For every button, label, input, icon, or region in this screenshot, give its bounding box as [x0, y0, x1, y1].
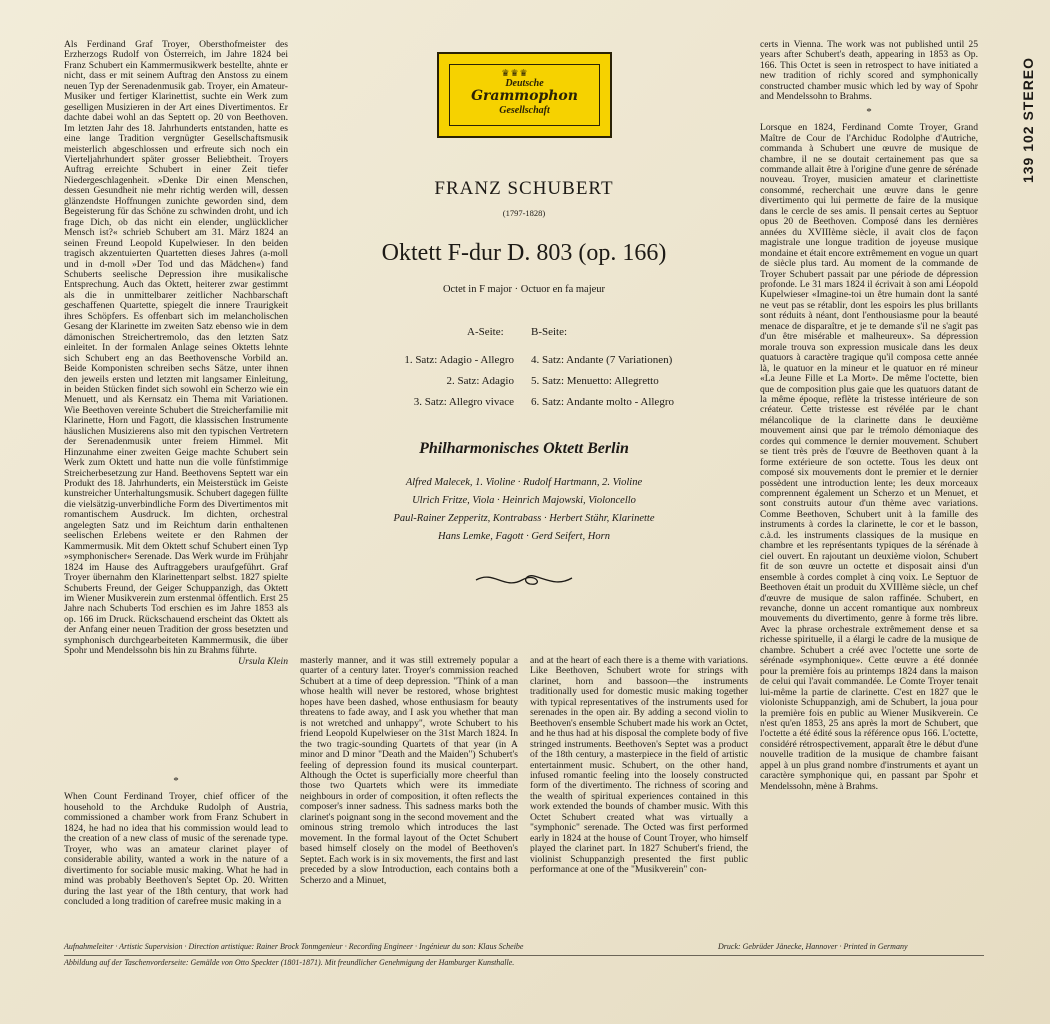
- catalog-number-text: 139 102 STEREO: [1020, 56, 1036, 184]
- side-a-label: A-Seite:: [467, 326, 504, 338]
- member-row: Paul-Rainer Zepperitz, Kontrabass · Herbert Stähr, Klarinette: [393, 513, 655, 524]
- section-star: *: [173, 775, 179, 787]
- member-row: Hans Lemke, Fagott · Gerd Seifert, Horn: [438, 531, 610, 542]
- work-subtitle: Octet in F major · Octuor en fa majeur: [442, 284, 606, 295]
- notes-english-4-text: certs in Vienna. The work was not published until 25 years after Schubert's death, appearing in 1853 as Op. 166. This Octet is seen in retrospect to have initiated a new tradition of richly scored and symphonically constructed chamber music which led by way of Spohr and Mendelssohn to Brahms.: [760, 40, 978, 103]
- footer-divider: [64, 955, 984, 956]
- notes-english-3-text: and at the heart of each there is a theme with variations. Like Beethoven, Schubert wrote for strings with clarinet, horn and bassoon—the instruments traditionally used for domestic music making together with typical representatives of the instruments used for serenades in the open air. By adding a second violin to Beethoven's ensemble Schubert made his work an Octet, and he thus had at his disposal the complete body of five stringed instruments. Beethoven's Septet was a product of the 18th century, a masterpiece in the field of artistic entertainment music. Schubert, on the other hand, infused romantic feeling into the loosely constructed form of the divertimento. The richness of scoring and the wealth of spiritual experiences contained in this work extended the bounds of chamber music. With this Octet Schubert created what was virtually a "symphonic" serenade. The Octed was first performed early in 1824 at the house of Count Troyer, who himself played the clarinet part. In 1827 Schubert's friend, the violinist Schuppanzigh presented the first public performance at one of the "Musikverein" con-: [530, 656, 748, 876]
- notes-english-1: [64, 772, 288, 942]
- work-title: Oktett F-dur D. 803 (op. 166): [381, 240, 667, 266]
- notes-english-french: [760, 40, 978, 945]
- member-row: Ulrich Fritze, Viola · Heinrich Majowski, Violoncello: [412, 495, 636, 506]
- credit-cover-image: Abbildung auf der Taschenvorderseite: Gemälde von Otto Speckter (1801-1871). Mit freundlicher Genehmigung der Hamburger Kunsthalle.: [64, 958, 515, 967]
- credit-printer: Druck: Gebrüder Jänecke, Hannover · Printed in Germany: [718, 942, 908, 951]
- catalog-number: [1008, 56, 1048, 184]
- composer-dates: (1797-1828): [502, 208, 546, 218]
- section-star: *: [866, 105, 872, 118]
- logo-line-2: Grammophon: [471, 88, 578, 104]
- notes-english-2: [300, 656, 518, 946]
- logo-line-3: Gesellschaft: [499, 105, 550, 116]
- deutsche-grammophon-logo: [437, 52, 612, 138]
- notes-german-author: Ursula Klein: [238, 655, 288, 667]
- member-row: Alfred Malecek, 1. Violine · Rudolf Hartmann, 2. Violine: [405, 477, 643, 488]
- movement-6: 6. Satz: Andante molto - Allegro: [531, 396, 674, 408]
- notes-english-1-text: When Count Ferdinand Troyer, chief officer of the household to the Archduke Rudolph of Austria, commissioned a chamber work from Franz Schubert in 1824, he had no idea that his commission would lead to the creation of a new class of music of the serenade type. Troyer, who was an amateur clarinet player of considerable ability, wanted a work in the nature of a divertimento for sociable music making. What he had in mind was probably Beethoven's Septet Op. 20. Written during the last year of the 18th century, that work had concluded a long tradition of carefree music making in a: [64, 791, 288, 907]
- ensemble-name: Philharmonisches Oktett Berlin: [419, 440, 629, 457]
- notes-english-2-text: masterly manner, and it was still extremely popular a quarter of a century later. Troyer's commission reached Schubert at a time of deep depression. "Think of a man whose health will never be restored, whose brightest hopes have been dashed, whose enthusiasm for beauty threatens to fade away, and I ask you whether that man is not wretched and unhappy", wrote Schubert to his friend Leopold Kupelwieser on the 31st March 1824. In the two tragic-sounding Quartets of that year (in A minor and D minor "Death and the Maiden") Schubert's feeling of depression found its musical counterpart. Although the Octet is superficially more cheerful than those two Quartets which were its immediate neighbours in order of composition, it often reflects the composer's inner sadness. This sadness marks both the clarinet's poignant song in the second movement and the ominous string tremolo which introduces the last movement. In the formal layout of the Octet Schubert based himself closely on the model of Beethoven's Septet. Each work is in six movements, the first and last preceded by a slow Introduction, each contains both a Scherzo and a Minuet,: [300, 656, 518, 886]
- movement-5: 5. Satz: Menuetto: Allegretto: [531, 375, 659, 387]
- movement-3: 3. Satz: Allegro vivace: [413, 396, 514, 408]
- notes-english-3: [530, 656, 748, 946]
- movement-4: 4. Satz: Andante (7 Variationen): [531, 354, 673, 366]
- logo-crown-icon: ♛♛♛: [501, 68, 529, 78]
- logo-line-1: Deutsche: [505, 78, 544, 89]
- side-b-label: B-Seite:: [531, 326, 568, 338]
- ornament-flourish: [474, 568, 574, 592]
- movement-1: 1. Satz: Adagio - Allegro: [404, 354, 514, 366]
- composer-name: FRANZ SCHUBERT: [434, 178, 614, 199]
- notes-french-text: Lorsque en 1824, Ferdinand Comte Troyer, Grand Maître de Cour de l'Archiduc Rodolphe d'Autriche, commanda à Schubert une œuvre de musique de chambre, il ne se doutait certainement pas que sa commande allait être à l'origine d'une genre de sérénade nouveau. Troyer, musicien amateur et clarinettiste consommé, recherchait une œuvre dans le genre divertimento qui lui permette de faire de la musique dans le cercle de ses amis. Il pensait certes au Septuor opus 20 de Beethoven. Composé dans les dernières années du XVIIIème siècle, il avait clos de façon magistrale une longue tradition de joyeuse musique mondaine et était encore extrêmement en vogue un quart de siècle plus tard. Au moment de la commande de Troyer Schubert passait par une période de dépression profonde. Le 31 mars 1824 il écrivait à son ami Léopold Kupelwieser «Imagine-toi un être humain dont la santé ne veut pas se rétablir, dont les espoirs les plus brillants sont réduits à néant, dont l'enthousiasme pour la beauté menace de disparaître, et je te demande s'il ne s'agit pas d'un être misérable et malheureux». Sa dépression morale trouva son expression musicale dans les deux quatuors à caractère tragique qu'il composa cette année là, le quatuor en la mineur et le quatuor en ré mineur «La Jeune Fille et La Mort». De même l'octette, bien que de composition plus gaie que les quatuors datant de la même époque, reflète la tristesse intérieure de son créateur. Cette tristesse est révélée par le chant mélancolique de la clarinette dans le deuxième mouvement ainsi que par le trémolo démoniaque des cordes qui commence le dernier mouvement. Schubert se tient très près de l'œuvre de Beethoven quant à la forme extérieure de son octette. Tous les deux ont composé six mouvements dont le premier et le dernier possèdent une introduction lente; les deux morceaux comprennent également un Scherzo et un Menuet, et sont construits autour d'un thème avec variations. Comme Beethoven, Schubert unit à la famille des instruments à cordes la clarinette, le cor et le basson, c.à.d. les instruments classiques de la musique en chambre et les représentants typiques de la sérénade à ciel ouvert. En rajoutant un deuxième violon, Schubert fit de son œuvre un octette et disposait ainsi d'un ensemble à cordes complet à cinq voix. Le Septuor de Beethoven était un produit du XVIIIème siècle, un chef d'œuvre de musique de salon raffinée. Schubert, en revanche, donne un accent romantique aux nombreux mouvements du divertimento, genre à forme très libre. Avec la phrase orchestrale extrêmement dense et sa richesse spirituelle, il a élargi le cadre de la musique de chambre. Schubert a créé avec l'octette une sorte de sérénade «symphonique». Cette œuvre a été donnée pour la première fois au printemps 1824 dans la maison de celui qui l'avait commandée. Le Comte Troyer tenait lui-même la partie de clarinette. C'est en 1827 que le violoniste Schuppanzigh, ami de Schubert, la joua pour la première fois en public au Wiener Musikverein. Ce n'est qu'en 1853, 25 ans après la mort de Schubert, que l'octette a été édité sous la référence opus 166. L'octette, considéré rétrospectivement, apparaît être le début d'une nouvelle tradition de la musique de chambre faisant appel à un plus grand nombre d'instruments et ayant un caractère symphonique qui, en passant par Spohr et Mendelssohn, mène à Brahms.: [760, 122, 978, 792]
- notes-german: [64, 40, 288, 760]
- movement-2: 2. Satz: Adagio: [446, 375, 514, 387]
- credit-production: Aufnahmeleiter · Artistic Supervision · Direction artistique: Rainer Brock Tonmgenieur · Recording Engineer · Ingénieur du son: Klaus Scheibe: [64, 942, 524, 951]
- notes-german-text: Als Ferdinand Graf Troyer, Obersthofmeister des Erzherzogs Rudolf von Österreich, im Jahre 1824 bei Franz Schubert ein Kammermusikwerk bestellte, ahnte er nicht, dass er mit seinem Auftrag den Anstoss zu einem neuen Typ der Serenadenmusik gab. Troyer, ein Amateur-Musiker und fertiger Klarinettist, suchte ein Werk zum geselligen Musizieren in der Art eines Divertimentos. Er dachte dabei wohl an das Septett op. 20 von Beethoven. Im letzten Jahr des 18. Jahrhunderts entstanden, hatte es eine lange Tradition vergnügter Gesellschaftsmusik meisterlich abgeschlossen und erfreute sich noch ein Vierteljahrhundert später grosser Beliebtheit. Troyers Auftrag erreichte Schubert in einer Zeit tiefer Niedergeschlagenheit. »Denke Dir einen Menschen, dessen Gesundheit nie mehr richtig werden will, dessen glänzendste Hoffnungen zunichte geworden sind, dem Begeisterung für das Schöne zu schwinden droht, und ich frage Dich, ob das nicht ein elender, unglücklicher Mensch ist?« schrieb Schubert am 31. März 1824 an seinen Freund Leopold Kupelwieser. In den beiden tragisch akzentuierten Quartetten dieses Jahres (a-moll und in d-moll »Der Tod und das Mädchen«) fand Schuberts seelische Depression ihre musikalische Entsprechung. Auch das Oktett, heiterer zwar gestimmt als die in unmittelbarer zeitlicher Nachbarschaft geschaffenen Quartette, spiegelt die innere Traurigkeit ihres Schöpfers. Es offenbart sich im melancholischen Gesang der Klarinette im zweiten Satz ebenso wie in dem dämonischen Streichertremolo, das den letzten Satz einleitet. In der formalen Anlage seines Oktetts lehnte sich Schubert eng an das Beethovensche Vorbild an. Beide Komponisten schreiben sechs Sätze, unter ihnen den jeweils ersten und letzten mit langsamer Einleitung, in beiden Stücken findet sich sowohl ein Scherzo wie ein Menuett, und als Kernsatz ein Thema mit Variationen. Wie Beethoven vereinte Schubert die Streicherfamilie mit Klarinette, Horn und Fagott, die klassischen Instrumente häuslichen Musizierens also mit den typischen Vertretern der Serenadenmusik unter freiem Himmel. Mit Hinzunahme einer zweiten Geige machte Schubert sein Werk zum Oktett und hatte nun die volle fünfstimmige Streicherbesetzung zur Hand. Beethovens Septett war ein Produkt des 18. Jahrhunderts, ein Meisterstück im Geiste kunstreicher Unterhaltungsmusik. Schubert dagegen füllte die vielsätzig-unverbindliche Form des Divertimentos mit romantischem Ausdruck. Im dichten, orchestral angelegten Satz und im Reichtum darin enthaltenen seelischen Erlebens weitete er den Rahmen der Kammermusik. Mit dem Oktett schuf Schubert einen Typ »symphonischer« Serenade. Das Werk wurde im Frühjahr 1824 im Hause des Auftraggebers uraufgeführt. Graf Troyer übernahm den Klarinettenpart selbst. 1827 spielte Schuberts Freund, der Geiger Schuppanzigh, das Oktett im Wiener Musikverein zum erstenmal öffentlich. Erst 25 Jahre nach Schuberts Tod erschien es im Jahre 1853 als op. 166 im Druck. Rückschauend erscheint das Oktett als der Anfang einer neuen Tradition der gross besetzten und symphonisch durchgearbeiteten Kammermusik, die über Spohr und Mendelssohn bis hin zu Brahms führte.: [64, 40, 288, 657]
